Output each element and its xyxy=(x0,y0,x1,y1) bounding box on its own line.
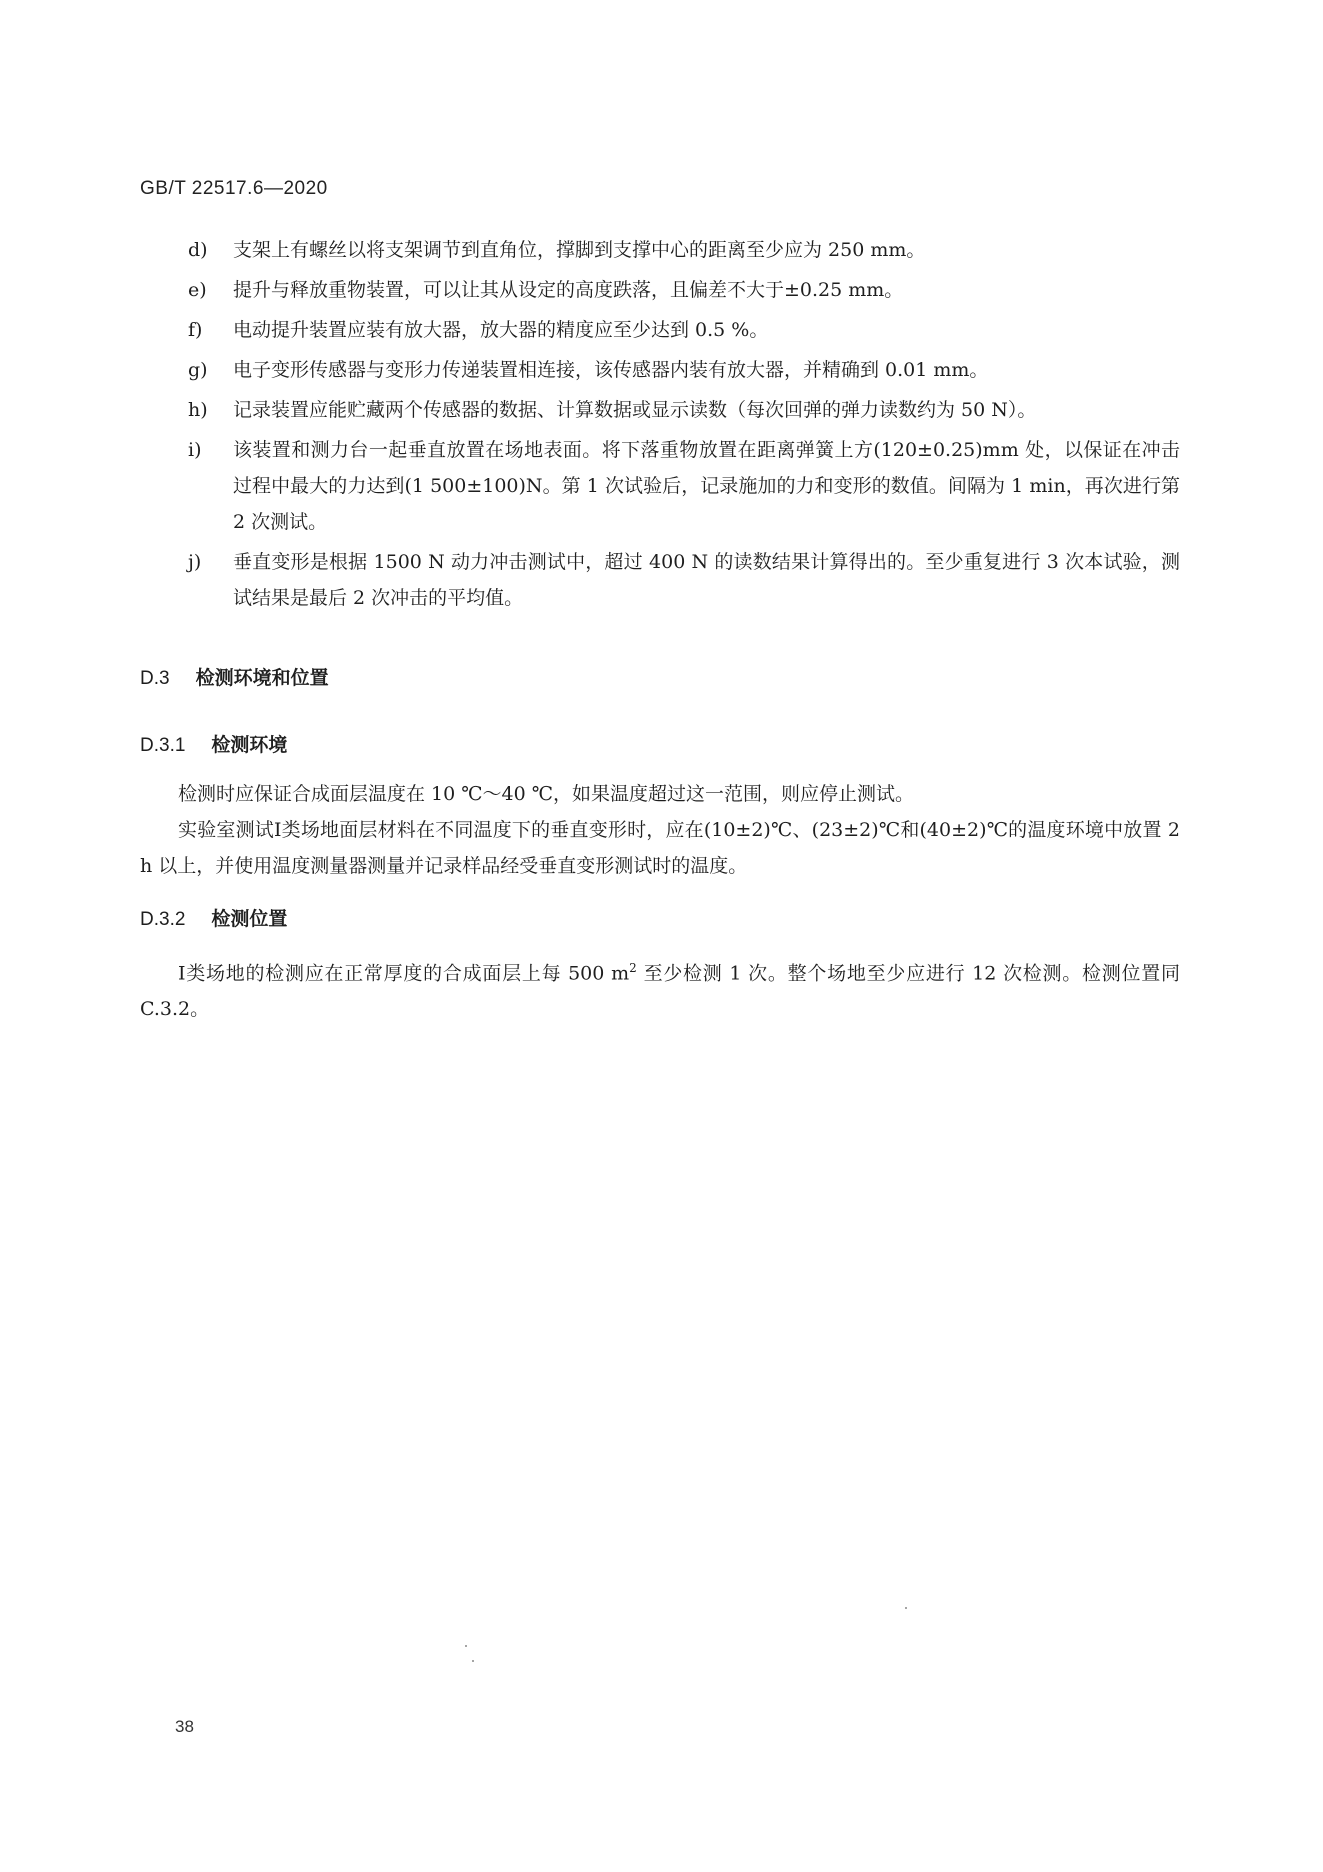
list-marker: j) xyxy=(188,551,202,573)
section-heading-d3 xyxy=(140,663,329,690)
section-title: 检测环境和位置 xyxy=(195,667,329,689)
list-item-text: 该装置和测力台一起垂直放置在场地表面。将下落重物放置在距离弹簧上方(120±0.25)mm 处，以保证在冲击过程中最大的力达到(1 500±100)N。第 1 次试验后，记录施加的力和变形的数值。间隔为 1 min，再次进行第 2 次测试。 xyxy=(233,439,1180,533)
list-item xyxy=(140,272,1180,308)
paragraph-text: Ⅰ类场地的检测应在正常厚度的合成面层上每 500 m xyxy=(178,962,630,985)
page-number: 38 xyxy=(175,1717,194,1736)
list-item-text: 电子变形传感器与变形力传递装置相连接，该传感器内装有放大器，并精确到 0.01 mm。 xyxy=(233,359,989,381)
list-marker: d) xyxy=(188,239,208,261)
list-marker: f) xyxy=(188,319,203,341)
section-number: D.3 xyxy=(140,668,170,689)
list-item xyxy=(140,352,1180,388)
paragraph xyxy=(140,950,1180,1027)
section-number: D.3.1 xyxy=(140,735,186,756)
list-item-text: 支架上有螺丝以将支架调节到直角位，撑脚到支撑中心的距离至少应为 250 mm。 xyxy=(233,239,926,261)
list-marker: h) xyxy=(188,399,208,421)
list-marker: g) xyxy=(188,359,208,381)
list-marker: i) xyxy=(188,439,202,461)
paragraph-text: 至少检测 1 次。整个场地至少应进行 12 次检测。检测位置同 C.3.2。 xyxy=(140,962,1180,1021)
paragraph: 检测时应保证合成面层温度在 10 ℃～40 ℃，如果温度超过这一范围，则应停止测试。 xyxy=(178,783,914,805)
section-title: 检测环境 xyxy=(211,734,288,756)
list-item-text: 记录装置应能贮藏两个传感器的数据、计算数据或显示读数（每次回弹的弹力读数约为 50 N）。 xyxy=(233,399,1037,421)
list-item xyxy=(140,312,1180,348)
list-marker: e) xyxy=(188,279,207,301)
apparatus-list xyxy=(140,232,1180,620)
section-heading-d31 xyxy=(140,730,287,757)
superscript: 2 xyxy=(629,961,637,975)
list-item-text: 垂直变形是根据 1500 N 动力冲击测试中，超过 400 N 的读数结果计算得出的。至少重复进行 3 次本试验，测试结果是最后 2 次冲击的平均值。 xyxy=(233,551,1180,609)
list-item xyxy=(140,544,1180,616)
section-title: 检测位置 xyxy=(211,908,288,930)
list-item xyxy=(140,232,1180,268)
list-item xyxy=(140,432,1180,540)
list-item-text: 提升与释放重物装置，可以让其从设定的高度跌落，且偏差不大于±0.25 mm。 xyxy=(233,279,904,301)
scan-speck xyxy=(472,1660,474,1662)
scan-speck xyxy=(905,1607,907,1609)
section-number: D.3.2 xyxy=(140,909,186,930)
list-item-text: 电动提升装置应装有放大器，放大器的精度应至少达到 0.5 %。 xyxy=(233,319,769,341)
scan-speck xyxy=(465,1645,467,1647)
document-id-header: GB/T 22517.6—2020 xyxy=(140,178,328,199)
list-item xyxy=(140,392,1180,428)
paragraph: 实验室测试Ⅰ类场地面层材料在不同温度下的垂直变形时，应在(10±2)℃、(23±2)℃和(40±2)℃的温度环境中放置 2 h 以上，并使用温度测量器测量并记录样品经受垂直变形测试时的温度。 xyxy=(140,819,1180,877)
section-heading-d32 xyxy=(140,904,287,931)
